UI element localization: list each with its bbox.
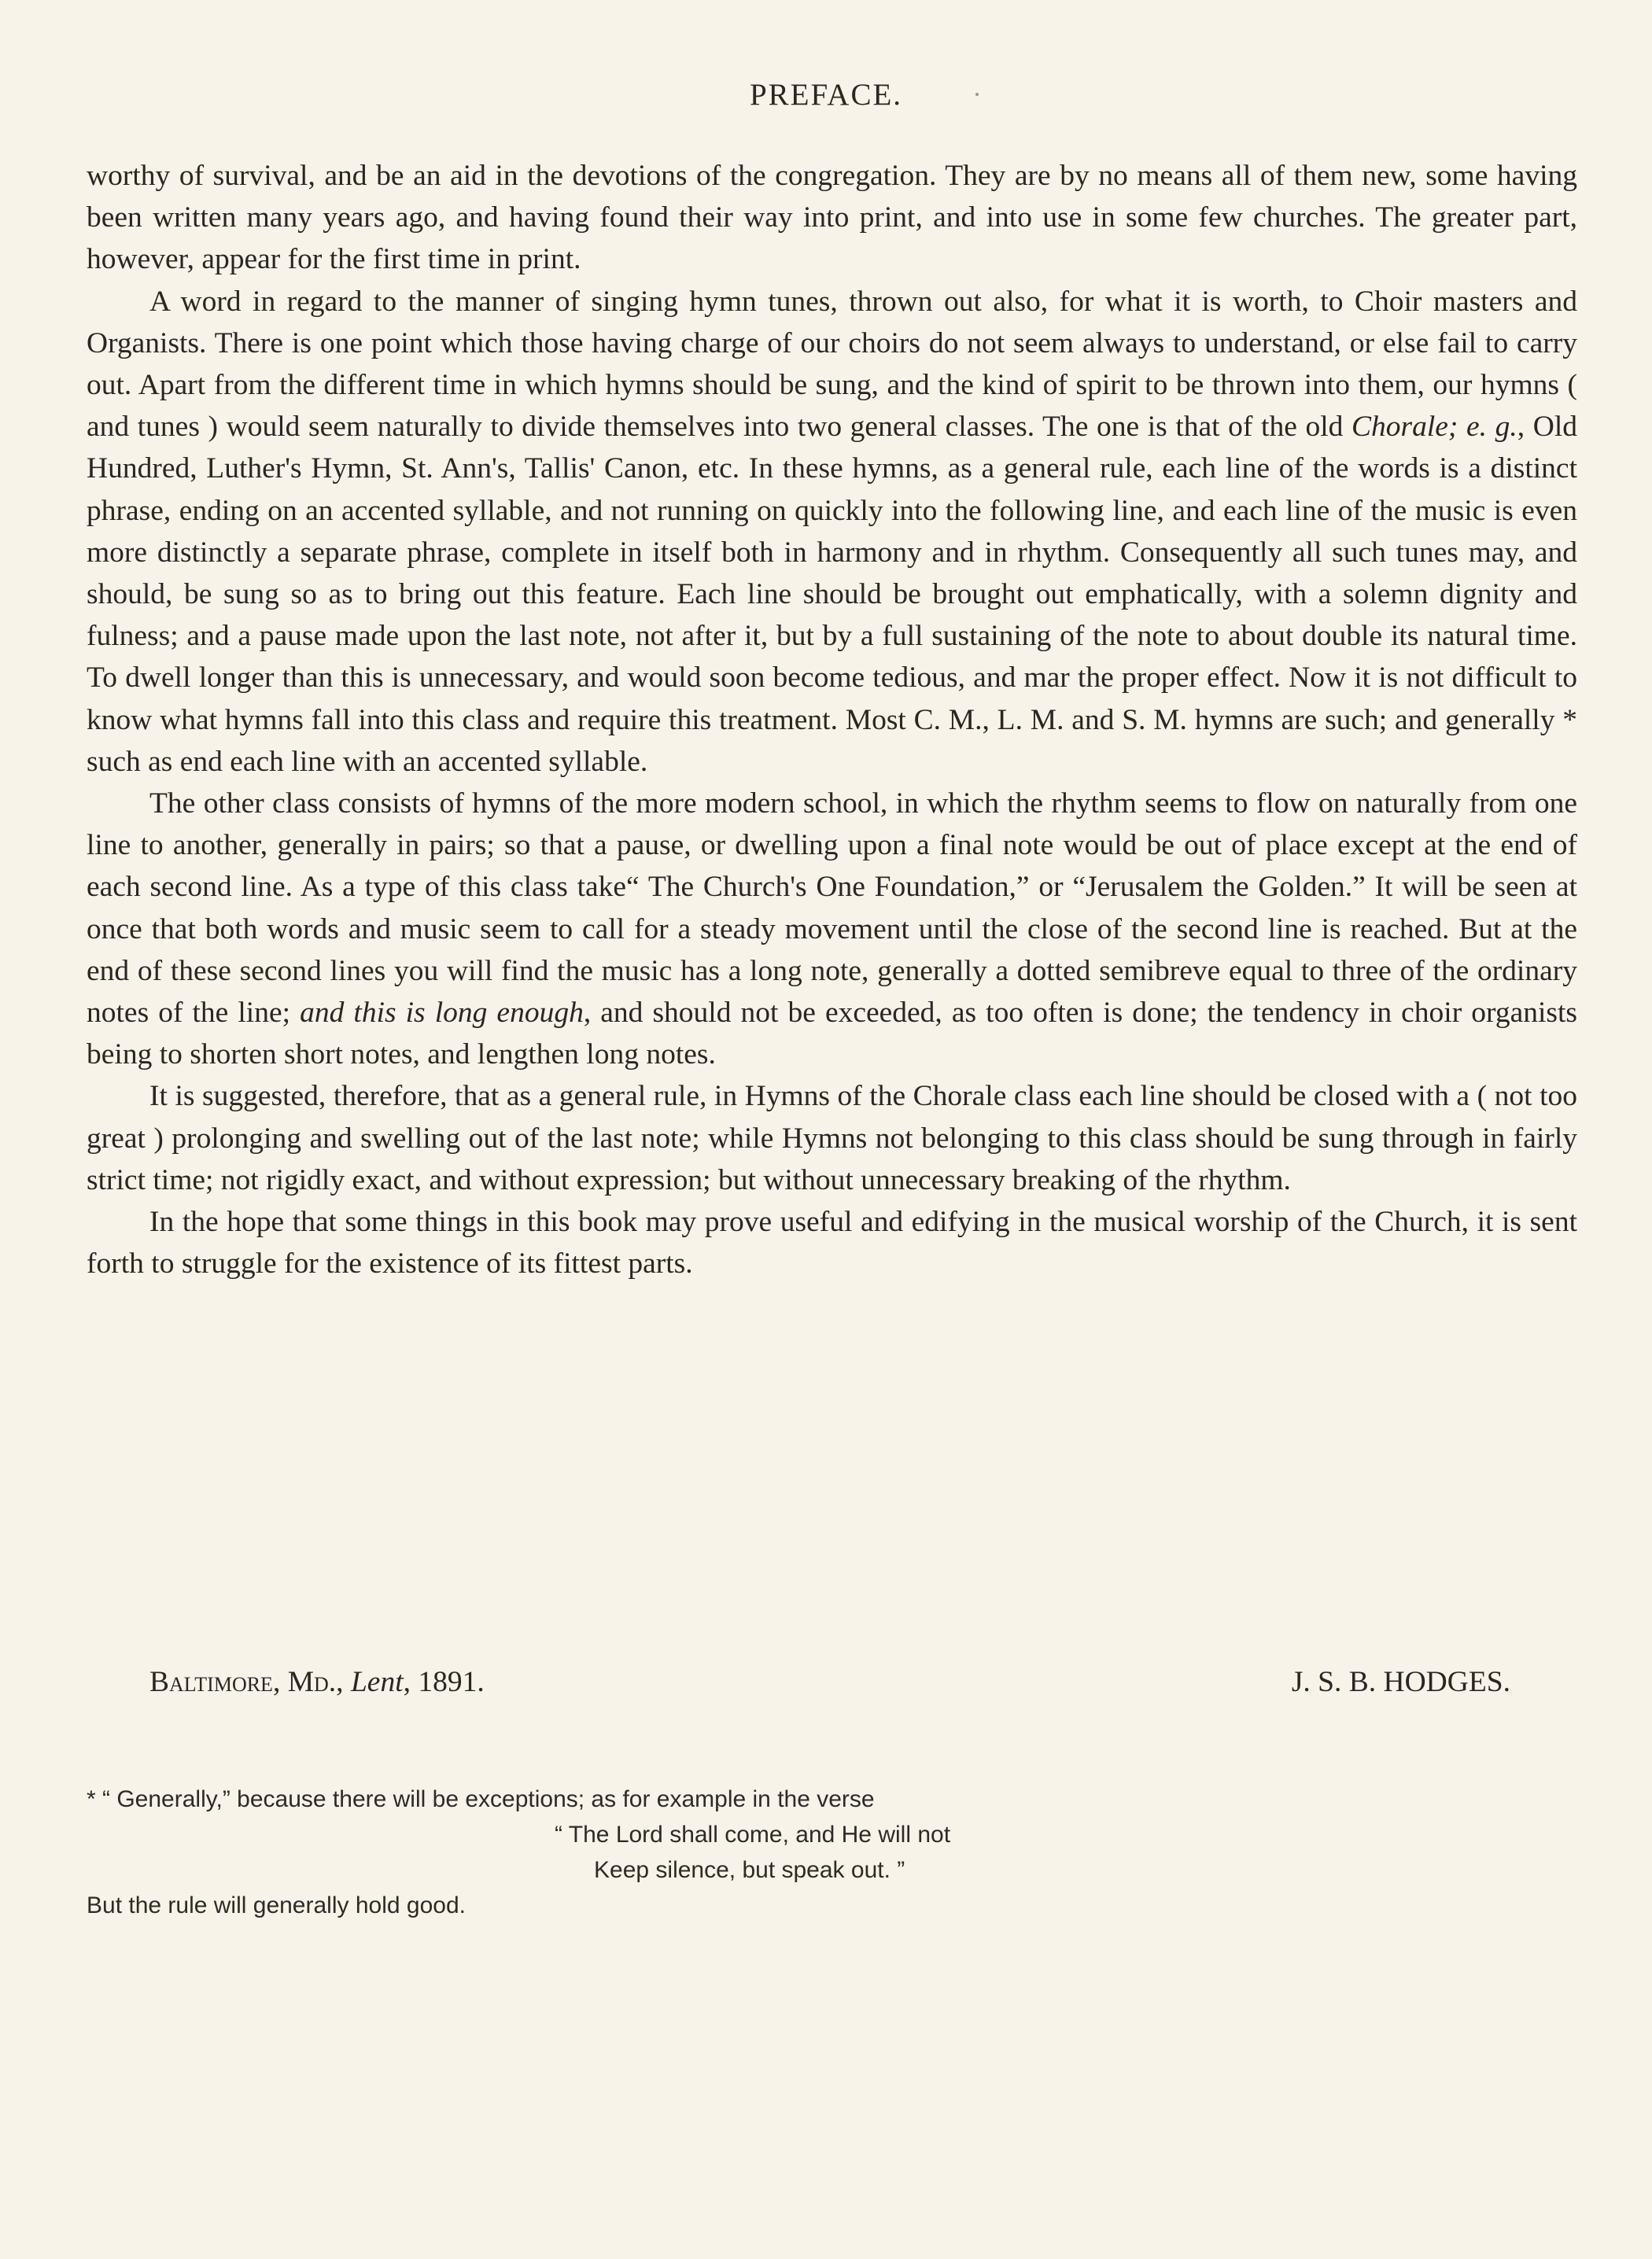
paragraph-1 [87,155,1577,281]
speck-mark [975,93,979,96]
paragraph-3-text-b: , and should not be exceeded, as too often is done; the tendency in choir organists being to shorten short notes, and lengthen long notes. [87,997,1578,1071]
paragraph-2-text-b: , Old Hundred, Luther's Hymn, St. Ann's, Tallis' Canon, etc. In these hymns, as a general rule, each line of the words is a distinct phrase, ending on an accented syllable, and not running on quickly into the following line, and each line of the music is even more distinctly a separate phrase, complete in itself both in harmony and in rhythm. Consequently all such tunes may, and should, be sung so as to bring out this feature. Each line should be brought out emphatically, with a solemn dignity and fulness; and a pause made upon the last note, not after it, but by a full sustaining of the note to about double its natural time. To dwell longer than this is unnecessary, and would soon become tedious, and mar the proper effect. Now it is not difficult to know what hymns fall into this class and require this treatment. Most C. M., L. M. and S. M. hymns are such; and generally * such as end each line with an accented syllable. [87,411,1577,778]
paragraph-2 [87,281,1577,783]
footnote-line-4: But the rule will generally hold good. [87,1892,466,1918]
paragraph-3-text-a: The other class consists of hymns of the more modern school, in which the rhythm seems to flow on naturally from one line to another, generally in pairs; so that a pause, or dwelling upon a final note would be out of place except at the end of each second line. As a type of this class take“ The Church's One Foundation,” or “Jerusalem the Golden.” It will be seen at once that both words and music seem to call for a steady movement until the close of the second line is reached. But at the end of these second lines you will find the music has a long note, generally a dotted semibreve equal to three of the ordinary notes of the line; [87,787,1577,1030]
paragraph-5-text: In the hope that some things in this book may prove useful and edifying in the musical worship of the Church, it is sent forth to struggle for the existence of its fittest parts. [87,1206,1577,1281]
signature-line [149,1665,1510,1699]
paragraph-1-text: worthy of survival, and be an aid in the devotions of the congregation. They are by no means all of them new, some having been written many years ago, and having found their way into print, and into use in some few churches. The greater part, however, appear for the first time in print. [87,160,1577,276]
paragraph-2-italic: Chorale; e. g. [1351,411,1517,444]
footnote-line-3: Keep silence, but speak out. ” [594,1857,905,1883]
signature-place: Baltimore, Md., [149,1666,351,1698]
page-title: PREFACE. [749,78,903,112]
paragraph-4 [87,1075,1577,1201]
paragraph-2-text-a: A word in regard to the manner of singing hymn tunes, thrown out also, for what it is worth, to Choir masters and Organists. There is one point which those having charge of our choirs do not seem always to understand, or else fail to carry out. Apart from the different time in which hymns should be sung, and the kind of spirit to be thrown into them, our hymns ( and tunes ) would seem naturally to divide themselves into two general classes. The one is that of the old [87,285,1577,444]
signature-year: , 1891. [403,1666,485,1698]
paragraph-4-text: It is suggested, therefore, that as a general rule, in Hymns of the Chorale class each line should be closed with a ( not too great ) prolonging and swelling out of the last note; while Hymns not belonging to this class should be sung through in fairly strict time; not rigidly exact, and without expression; but without unnecessary breaking of the rhythm. [87,1080,1577,1196]
paragraph-3 [87,783,1577,1075]
footnote [87,1782,1227,1923]
signature-place-date [149,1665,485,1699]
paragraph-3-italic: and this is long enough [300,997,584,1030]
preface-body [87,155,1577,1284]
paragraph-5 [87,1201,1577,1284]
signature-season: Lent [350,1666,404,1698]
footnote-line-2: “ The Lord shall come, and He will not [555,1822,951,1848]
footnote-line-1: * “ Generally,” because there will be exceptions; as for example in the verse [87,1786,875,1812]
signature-author: J. S. B. HODGES. [1291,1666,1510,1698]
